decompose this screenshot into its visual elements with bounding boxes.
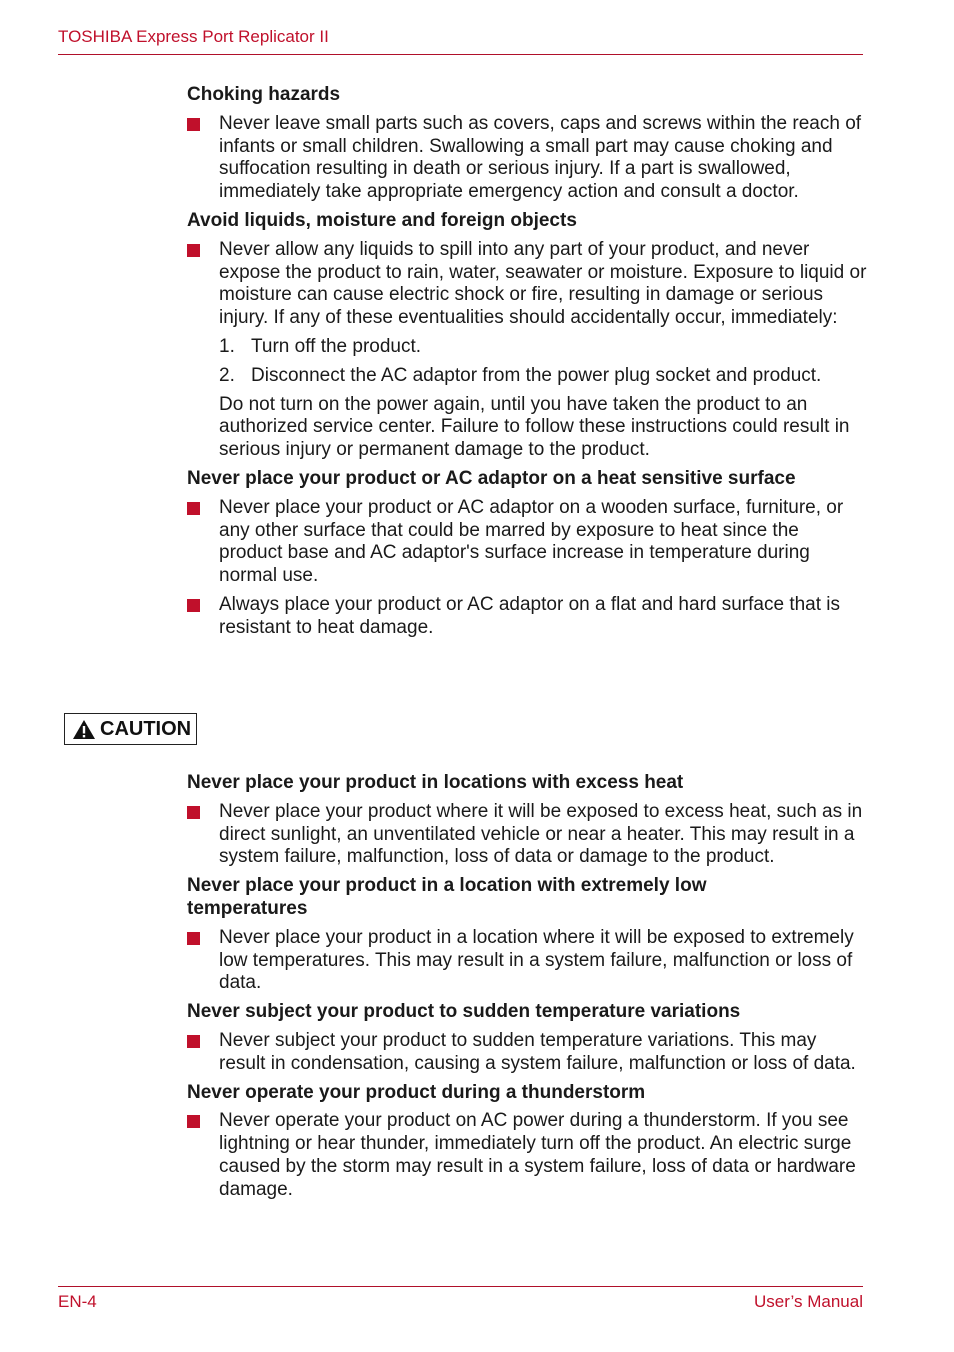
section-heading-liquids: Avoid liquids, moisture and foreign objects: [187, 209, 577, 231]
footer-rule: [58, 1286, 863, 1287]
section-heading-choking: Choking hazards: [187, 84, 341, 105]
square-bullet-icon: [187, 244, 200, 257]
bullet-text: Always place your product or AC adaptor on a flat and hard surface that is resistant to heat damage.: [219, 593, 841, 638]
bullet-text: Never place your product or AC adaptor on a wooden surface, furniture, or any other surface that could be marred by exposure to heat since the product base and AC adaptor's surface increase in temperature during normal use.: [219, 496, 844, 587]
bullet-text: Never subject your product to sudden temperature variations. This may result in condensation, causing a system failure, malfunction or loss of data.: [219, 1029, 856, 1074]
section-heading-thunderstorm: Never operate your product during a thunderstorm: [187, 1081, 646, 1103]
caution-label: CAUTION: [100, 717, 192, 740]
header-title: TOSHIBA Express Port Replicator II: [58, 27, 329, 46]
section-heading-low-temp: Never place your product in a location with extremely low temperatures: [187, 875, 707, 919]
step-text: Turn off the product.: [251, 335, 422, 357]
header-rule: [58, 54, 863, 55]
section-heading-temp-variation: Never subject your product to sudden temperature variations: [187, 1001, 741, 1023]
square-bullet-icon: [187, 806, 200, 819]
step-text: Disconnect the AC adaptor from the power plug socket and product.: [251, 364, 822, 386]
content-upper: [187, 84, 867, 646]
numbered-step: [187, 336, 867, 359]
step-number: 2.: [219, 364, 235, 386]
square-bullet-icon: [187, 1035, 200, 1048]
list-item: [187, 801, 867, 869]
list-item: [187, 1110, 867, 1201]
section-heading-excess-heat: Never place your product in locations with excess heat: [187, 772, 684, 793]
bullet-text: Never place your product where it will be exposed to excess heat, such as in direct sunlight, an unventilated vehicle or near a heater. This may result in a system failure, malfunction, loss of data or damage to the product.: [219, 800, 863, 868]
followup-paragraph: Do not turn on the power again, until you have taken the product to an authorized service center. Failure to follow these instructions could result in serious injury or permanent damage to the product.: [219, 393, 850, 461]
square-bullet-icon: [187, 118, 200, 131]
list-item: [187, 239, 867, 330]
numbered-step: [187, 365, 867, 388]
square-bullet-icon: [187, 1115, 200, 1128]
caution-badge: [64, 713, 197, 745]
list-item: [187, 927, 867, 995]
content-lower: [187, 772, 867, 1208]
warning-triangle-icon: [72, 719, 96, 740]
list-item: [187, 594, 867, 640]
list-item: [187, 497, 867, 588]
bullet-text: Never place your product in a location where it will be exposed to extremely low temperatures. This may result in a system failure, malfunction or loss of data.: [219, 926, 854, 994]
list-item: [187, 113, 867, 204]
square-bullet-icon: [187, 932, 200, 945]
square-bullet-icon: [187, 502, 200, 515]
bullet-text: Never leave small parts such as covers, caps and screws within the reach of infants or small children. Swallowing a small part may cause choking and suffocation resulting in death or serious injury. If a part is swallowed, immediately take appropriate emergency action and consult a doctor.: [219, 112, 862, 203]
bullet-text: Never allow any liquids to spill into any part of your product, and never expose the product to rain, water, seawater or moisture. Exposure to liquid or moisture can cause electric shock or fire, resulting in damage or serious injury. If any of these eventualities should accidentally occur, immediately:: [219, 238, 867, 329]
square-bullet-icon: [187, 599, 200, 612]
step-number: 1.: [219, 335, 235, 357]
manual-name: User’s Manual: [754, 1292, 863, 1311]
page-number: EN-4: [58, 1292, 97, 1311]
bullet-text: Never operate your product on AC power during a thunderstorm. If you see lightning or hear thunder, immediately turn off the product. An electric surge caused by the storm may result in a system failure, loss of data or hardware damage.: [219, 1110, 856, 1200]
list-item: [187, 1030, 867, 1076]
section-heading-heat-surface: Never place your product or AC adaptor on a heat sensitive surface: [187, 467, 796, 489]
